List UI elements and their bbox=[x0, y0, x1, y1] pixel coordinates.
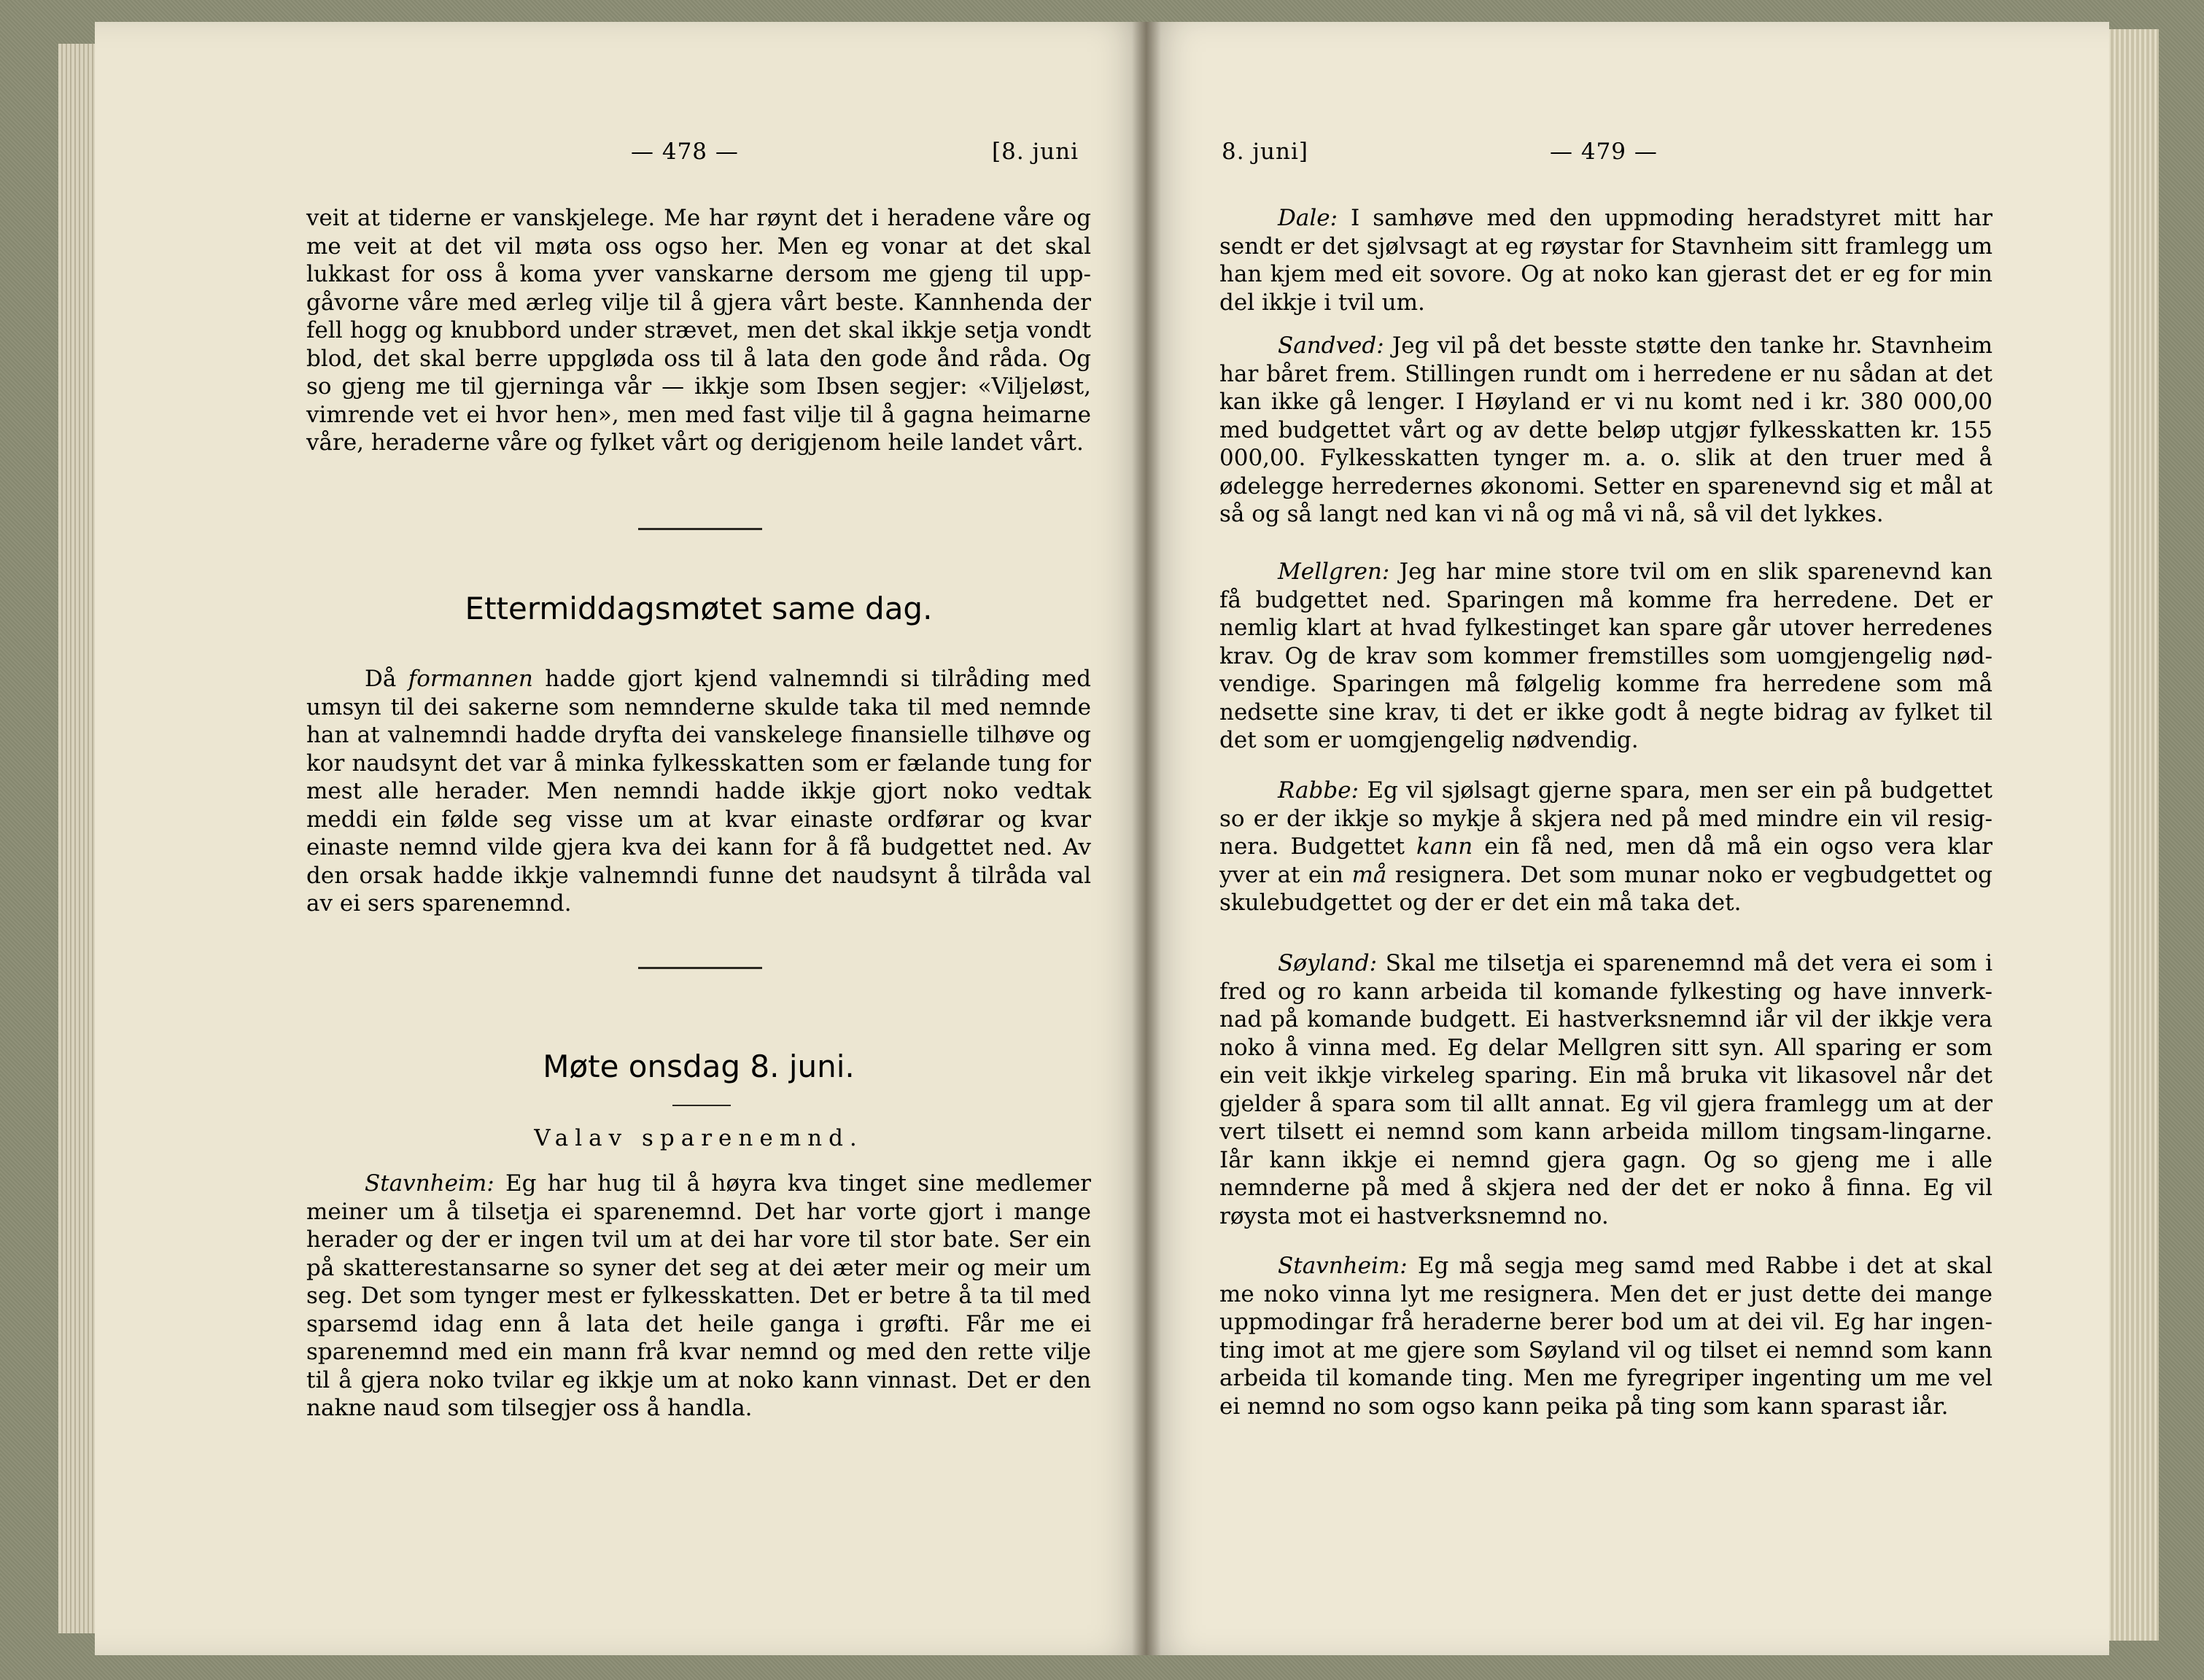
entry-text: Jeg har mine store tvil om en slik sparenevnd kan få budgettet ned. Sparingen må komme fra herredene. Det er nemlig klart at hvad fylkestinget kan spare går utover herredenes krav. Og de krav som kommer fremstilles som uomgjengelig nød-vendige. Sparingen må følgelig komme fra herredene som må nedsette sine krav, ti det er ikke godt å negte bidrag av fylket til det som er uomgjengelig nødvendig. bbox=[1219, 559, 1993, 753]
entry-stavnheim bbox=[1219, 1252, 1992, 1420]
entry-text: Eg vil sjølsagt gjerne spara, men ser ein på budgettet so er der ikkje so mykje å skjera ned på med mindre ein vil resig-nera. Budgettet bbox=[1219, 777, 1992, 860]
entry-text: Jeg vil på det besste støtte den tanke hr. Stavnheim har båret frem. Stillingen rundt om i herredene er nu sådan at det kan ikke gå lenger. I Høyland er vi nu komt ned i kr. 380 000,00 med budgettet vårt og av dette beløp utgjør fylkesskatten kr. 155 000,00. Fylkesskatten tynger m. a. o. slik at den truer med å ødelegge herredernes økonomi. Setter en sparenevnd sig et mål at så og så langt ned kan vi nå og må vi nå, så vil det lykkes. bbox=[1219, 332, 1993, 527]
right-page-number: — 479 — bbox=[1550, 139, 1658, 165]
entry-mellgren bbox=[1219, 558, 1992, 755]
book-gutter bbox=[1132, 22, 1161, 1655]
speaker-name: Rabbe: bbox=[1278, 777, 1359, 804]
left-afternoon-paragraph bbox=[306, 665, 1091, 918]
paragraph-text: hadde gjort kjend valnemndi si tilråding med umsyn til dei sakerne som nemnderne skulde taka til med nemnde han at valnemndi hadde dryfta dei vanskelege finansielle tilhøve og kor naudsynt det var å minka fylkesskatten som er fælande tung for mest alle herader. Men nemndi hadde ikkje gjort noko vedtak meddi ein følde seg visse um at kvar einaste ordførar og kvar einaste nemnd vilde gjera kva dei kann for å få budgettet ned. Av den orsak hadde ikkje valnemndi funne det naudsynt å tilråda val av ei sers sparenemnd. bbox=[306, 666, 1091, 917]
speaker-name: Dale: bbox=[1278, 205, 1338, 231]
subheading-sparenemnd: Valav sparenemnd. bbox=[534, 1125, 864, 1151]
emphasis-text: må bbox=[1351, 861, 1387, 888]
section-heading-meeting: Møte onsdag 8. juni. bbox=[543, 1049, 855, 1084]
entry-rabbe bbox=[1219, 777, 1992, 917]
section-divider bbox=[638, 528, 762, 530]
entry-dale bbox=[1219, 204, 1992, 316]
speaker-name: Mellgren: bbox=[1278, 559, 1390, 585]
entry-sandved bbox=[1219, 332, 1992, 529]
entry-text: Eg må segja meg samd med Rabbe i det at skal me noko vinna lyt me resignera. Men det er just dette dei mange uppmodingar frå heraderne berer bod um at dei vil. Eg har ingen-ting imot at me gjere som Søyland vil og tilset ei nemnd som kann arbeida til komande ting. Men me fyregriper ingenting um me vel ei nemnd no som ogso kann peika på ting som kann sparast iår. bbox=[1219, 1253, 1993, 1420]
speaker-name: formannen bbox=[408, 666, 533, 692]
speaker-name: Sandved: bbox=[1278, 332, 1384, 359]
section-heading-afternoon: Ettermiddagsmøtet same dag. bbox=[465, 591, 933, 626]
paragraph-text: veit at tiderne er vanskjelege. Me har røynt det i heradene våre og me veit at det vil møta oss ogso her. Men eg vonar at det skal lukkast for oss å koma yver vanskarne dersom me gjeng til upp-gåvorne våre med ærleg vilje til å gjera vårt beste. Kannhenda der fell hogg og knubbord under strævet, men det skal ikkje setja vondt blod, det skal berre uppgløda oss til å lata den gode ånd råda. Og so gjeng me til gjerninga vår — ikkje som Ibsen segjer: «Viljeløst, vimrende vet ei hvor hen», men med fast vilje til å gagna heimarne våre, heraderne våre og fylket vårt og derigjenom heile landet vårt. bbox=[306, 205, 1091, 456]
entry-soyland bbox=[1219, 949, 1992, 1230]
left-page-number: — 478 — bbox=[631, 139, 739, 165]
heading-underline bbox=[672, 1105, 731, 1106]
entry-text: ein få ned, men då må ein ogso vera klar yver at ein bbox=[1219, 833, 1992, 888]
speaker-name: Stavnheim: bbox=[365, 1170, 494, 1197]
speaker-name: Stavnheim: bbox=[1278, 1253, 1408, 1279]
speaker-name: Søyland: bbox=[1278, 950, 1378, 976]
entry-text: resignera. Det som munar noko er vegbudgettet og skulebudgettet og der er det ein må taka det. bbox=[1219, 861, 1993, 916]
left-running-head: [8. juni bbox=[992, 139, 1079, 165]
left-opening-paragraph bbox=[306, 204, 1091, 457]
emphasis-text: kann bbox=[1416, 833, 1473, 860]
right-running-head: 8. juni] bbox=[1222, 139, 1308, 165]
paragraph-text: Eg har hug til å høyra kva tinget sine medlemer meiner um å tilsetja ei sparenemnd. Det har vorte gjort i mange herader og der er ingen tvil um at dei har vore til stor bate. Ser ein på skatterestansarne so syner det seg at dei æter meir og meir um seg. Det som tynger mest er fylkesskatten. Det er betre å ta til med sparsemd idag enn å lata det heile ganga i grøfti. Får me ei sparenemnd med ein mann frå kvar nemnd og med den rette vilje til å gjera noko tvilar eg ikkje um at noko kann vinnast. Det er den nakne naud som tilsegjer oss å handla. bbox=[306, 1170, 1092, 1421]
section-divider bbox=[638, 967, 762, 969]
entry-text: Skal me tilsetja ei sparenemnd må det vera ei som i fred og ro kann arbeida til komande fylkesting og have innverk-nad på komande budgett. Ei hastverksnemnd iår vil der ikkje vera noko å vinna med. Eg delar Mellgren sitt syn. All sparing er som ein veit ikkje virkeleg sparing. Ein må bruka vit likasovel når det gjelder å spara som til allt annat. Eg vil gjera framlegg um at der vert tilsett ei nemnd som kann arbeida millom tingsam-lingarne. Iår kann ikkje ei nemnd gjera gagn. Og so gjeng me i alle nemnderne på med å skjera ned der det er noko å finna. Eg vil røysta mot ei hastverksnemnd no. bbox=[1219, 950, 1992, 1229]
lead-word: Då bbox=[365, 666, 397, 692]
entry-text: I samhøve med den uppmoding heradstyret mitt har sendt er det sjølvsagt at eg røystar for Stavnheim sitt framlegg um han kjem med eit sovore. Og at noko kan gjerast det er eg for min del ikkje i tvil um. bbox=[1219, 205, 1992, 316]
page-edges-right bbox=[2100, 29, 2159, 1641]
left-stavnheim-paragraph bbox=[306, 1170, 1091, 1423]
